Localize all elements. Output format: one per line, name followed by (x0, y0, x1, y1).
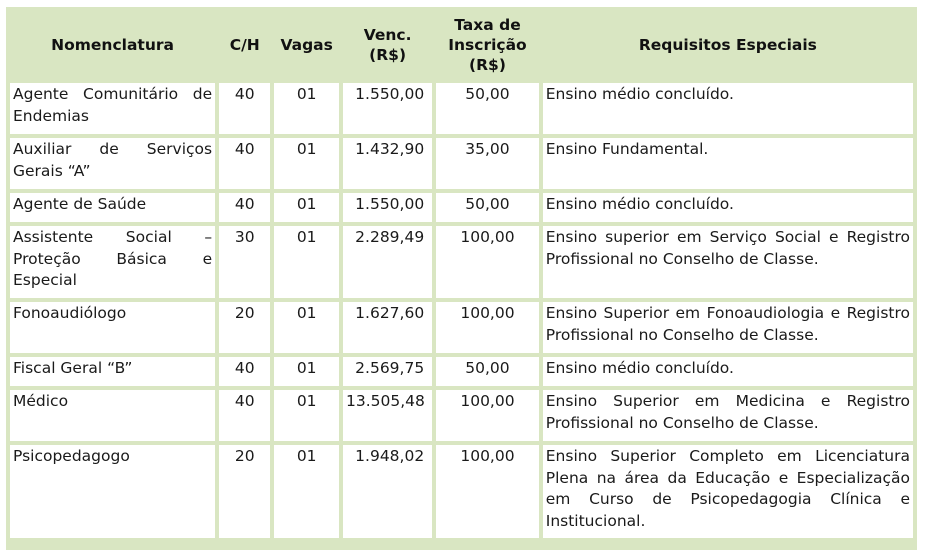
cell-ch: 40 (219, 83, 270, 134)
cell-nomenclatura: Agente Comunitário de Endemias (10, 83, 215, 134)
table-row (10, 193, 913, 222)
cell-requisitos: Ensino Superior em Medicina e Registro Profissional no Conselho de Classe. (543, 390, 913, 441)
header-taxa-line1: Taxa de (454, 16, 521, 34)
cell-vagas: 01 (274, 445, 339, 538)
cell-venc: 1.432,90 (343, 138, 432, 189)
cell-requisitos: Ensino médio concluído. (543, 357, 913, 386)
cell-requisitos: Ensino médio concluído. (543, 193, 913, 222)
cell-taxa: 100,00 (436, 226, 539, 298)
cell-vagas: 01 (274, 138, 339, 189)
table-row (10, 357, 913, 386)
table-row (10, 226, 913, 298)
cell-taxa: 100,00 (436, 302, 539, 353)
cell-ch: 30 (219, 226, 270, 298)
cell-nomenclatura: Psicopedagogo (10, 445, 215, 538)
cell-nomenclatura: Agente de Saúde (10, 193, 215, 222)
cell-vagas: 01 (274, 390, 339, 441)
header-row (10, 11, 913, 79)
cell-vagas: 01 (274, 226, 339, 298)
vacancies-table (6, 7, 917, 542)
cell-vagas: 01 (274, 357, 339, 386)
cell-ch: 20 (219, 302, 270, 353)
cell-ch: 40 (219, 193, 270, 222)
header-taxa-line3: (R$) (469, 56, 506, 74)
cell-nomenclatura: Fonoaudiólogo (10, 302, 215, 353)
header-ch: C/H (219, 11, 270, 79)
cell-venc: 1.948,02 (343, 445, 432, 538)
header-vagas: Vagas (274, 11, 339, 79)
cell-nomenclatura: Assistente Social – Proteção Básica e Especial (10, 226, 215, 298)
header-requisitos: Requisitos Especiais (543, 11, 913, 79)
cell-venc: 1.550,00 (343, 193, 432, 222)
header-taxa (436, 11, 539, 79)
table-row (10, 390, 913, 441)
cell-nomenclatura: Fiscal Geral “B” (10, 357, 215, 386)
table-row (10, 302, 913, 353)
table-row (10, 138, 913, 189)
cell-taxa: 50,00 (436, 357, 539, 386)
cell-nomenclatura: Médico (10, 390, 215, 441)
cell-nomenclatura: Auxiliar de Serviços Gerais “A” (10, 138, 215, 189)
cell-vagas: 01 (274, 302, 339, 353)
cell-taxa: 50,00 (436, 193, 539, 222)
cell-venc: 1.627,60 (343, 302, 432, 353)
table-row (10, 445, 913, 538)
table-frame (6, 7, 917, 550)
cell-ch: 40 (219, 390, 270, 441)
cell-venc: 2.289,49 (343, 226, 432, 298)
cell-taxa: 50,00 (436, 83, 539, 134)
header-nomenclatura: Nomenclatura (10, 11, 215, 79)
cell-venc: 13.505,48 (343, 390, 432, 441)
cell-vagas: 01 (274, 193, 339, 222)
header-venc: Venc. (R$) (343, 11, 432, 79)
cell-ch: 40 (219, 138, 270, 189)
table-row (10, 83, 913, 134)
cell-taxa: 100,00 (436, 390, 539, 441)
header-taxa-line2: Inscrição (448, 36, 527, 54)
cell-venc: 2.569,75 (343, 357, 432, 386)
cell-requisitos: Ensino médio concluído. (543, 83, 913, 134)
cell-requisitos: Ensino Superior Completo em Licenciatura Plena na área da Educação e Especialização em Curso de Psicopedagogia Clínica e Institucional. (543, 445, 913, 538)
cell-requisitos: Ensino superior em Serviço Social e Registro Profissional no Conselho de Classe. (543, 226, 913, 298)
cell-taxa: 35,00 (436, 138, 539, 189)
cell-requisitos: Ensino Superior em Fonoaudiologia e Registro Profissional no Conselho de Classe. (543, 302, 913, 353)
cell-venc: 1.550,00 (343, 83, 432, 134)
cell-ch: 40 (219, 357, 270, 386)
cell-vagas: 01 (274, 83, 339, 134)
cell-ch: 20 (219, 445, 270, 538)
cell-taxa: 100,00 (436, 445, 539, 538)
cell-requisitos: Ensino Fundamental. (543, 138, 913, 189)
